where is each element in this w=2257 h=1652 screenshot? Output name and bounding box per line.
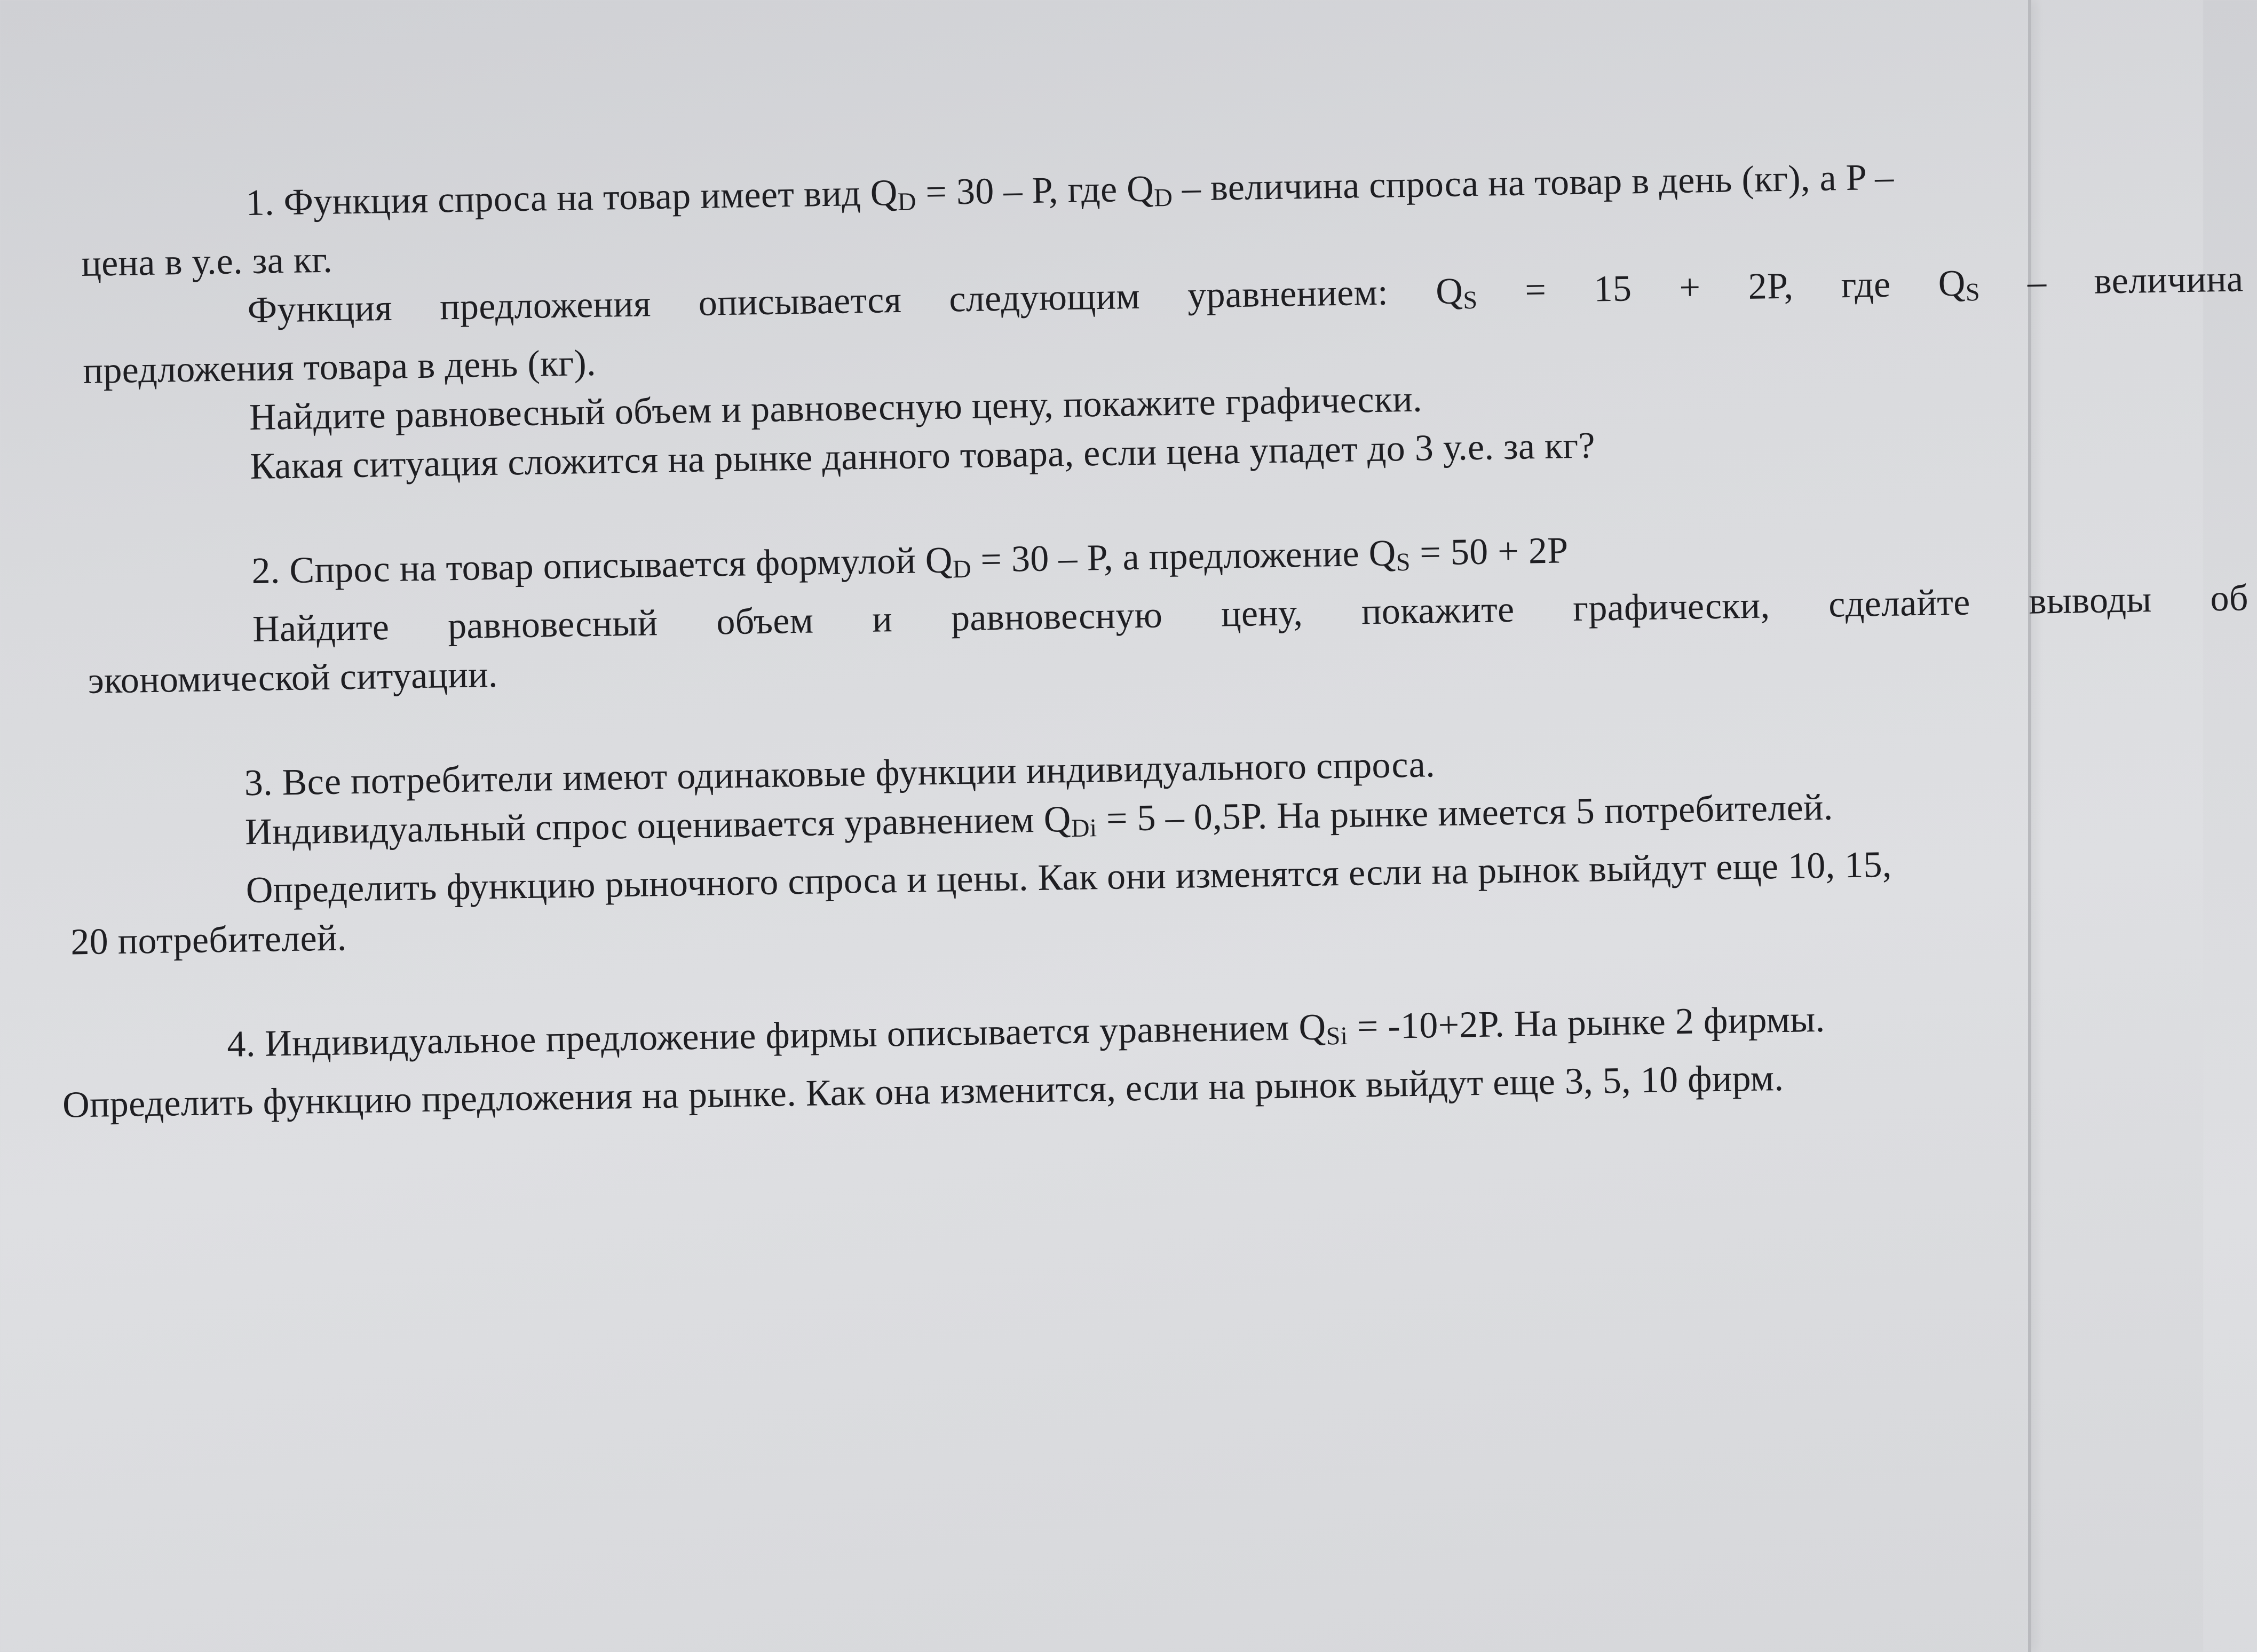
word: Найдите — [252, 607, 390, 650]
word: QS — [1938, 263, 1981, 307]
word: 15 — [1593, 268, 1632, 310]
word: равновесную — [951, 594, 1163, 639]
task-2 — [86, 517, 2249, 706]
task-4 — [62, 990, 2155, 1130]
word: где — [1841, 264, 1891, 306]
word: предложения — [439, 283, 652, 328]
word: покажите — [1361, 589, 1515, 633]
task-3-line-4: 20 потребителей. — [70, 917, 347, 963]
task-3-line-1: 3. Все потребители имеют одинаковые функции индивидуального спроса. — [244, 744, 1436, 804]
task-1-line-5: Найдите равновесный объем и равновесную цену, покажите графически. — [249, 378, 1423, 439]
word: = — [1524, 269, 1547, 311]
word: – — [2027, 261, 2047, 303]
word: QS — [1435, 271, 1478, 315]
task-1 — [80, 149, 2244, 494]
word: равновесный — [447, 602, 659, 647]
task-3-line-3: Определить функцию рыночного спроса и цены. Как они изменятся если на рынок выйдут еще 10, 15, — [246, 844, 1892, 911]
word: объем — [716, 600, 814, 643]
word: уравнением: — [1187, 272, 1389, 316]
task-4-line-1: 4. Индивидуальное предложение фирмы описывается уравнением $Q_{Si} = -10+2P$. На рынке 2 фирмы. — [226, 998, 1825, 1065]
word: 2P, — [1748, 265, 1794, 307]
task-4-line-2: Определить функцию предложения на рынке. Как она изменится, если на рынок выйдут еще 3, 5, 10 фирм. — [62, 1058, 1784, 1126]
task-1-line-1: 1. Функция спроса на товар имеет вид $Q_D = 30 - P$, где $Q_D$ – величина спроса на товар в день (кг), а P – — [246, 156, 1895, 224]
word: сделайте — [1828, 582, 1971, 625]
word: + — [1678, 267, 1701, 308]
word: и — [872, 599, 893, 640]
task-1-line-4: предложения товара в день (кг). — [82, 342, 597, 392]
task-1-line-2: цена в у.е. за кг. — [81, 239, 333, 284]
task-2-line-3: экономической ситуации. — [88, 654, 498, 702]
task-3 — [70, 729, 2152, 967]
task-3-line-2: Индивидуальный спрос оценивается уравнением $Q_{Di} = 5 - 0,5P$. На рынке имеется 5 потребителей. — [244, 787, 1834, 853]
word: об — [2210, 577, 2249, 620]
task-2-line-1: 2. Спрос на товар описывается формулой $Q_D = 30 - P$, а предложение $Q_S = 50 + 2P$ — [251, 530, 1569, 592]
word: следующим — [948, 275, 1141, 320]
word: величина — [2094, 258, 2244, 302]
word: описывается — [698, 279, 902, 324]
document-body — [62, 149, 2249, 1185]
word: выводы — [2028, 579, 2152, 622]
task-1-line-6: Какая ситуация сложится на рынке данного товара, если цена упадет до 3 у.е. за кг? — [249, 425, 1596, 488]
word: Функция — [247, 287, 393, 331]
word: графически, — [1572, 585, 1770, 630]
word: цену, — [1221, 592, 1303, 635]
